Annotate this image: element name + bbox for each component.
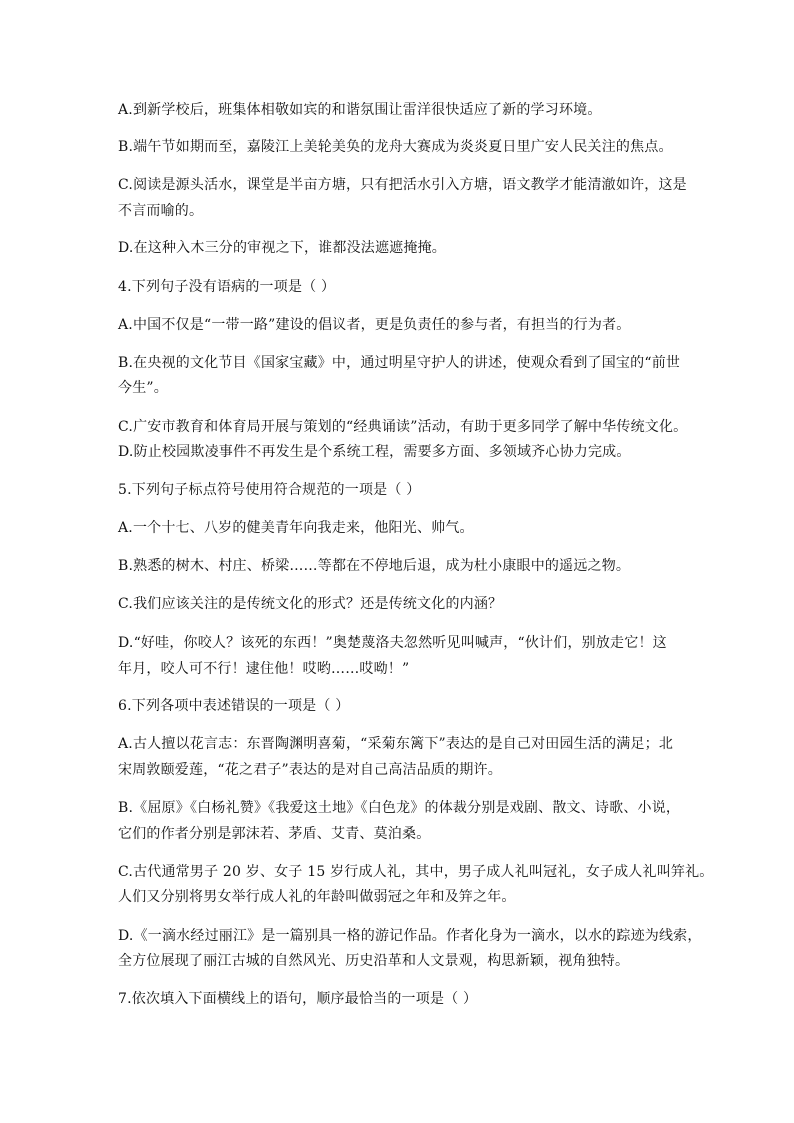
question-7: 7.依次填入下面横线上的语句，顺序最恰当的一项是（ ） <box>118 991 478 1007</box>
q6-option-a: A.古人擅以花言志：东晋陶渊明喜菊，“采菊东篱下”表达的是自己对田园生活的满足；北 <box>118 736 674 752</box>
question-5: 5.下列句子标点符号使用符合规范的一项是（ ） <box>118 482 421 498</box>
q6-option-c-continued: 人们又分别将男女举行成人礼的年龄叫做弱冠之年和及笄之年。 <box>118 889 516 905</box>
q6-option-c: C.古代通常男子 20 岁、女子 15 岁行成人礼，其中，男子成人礼叫冠礼，女子成人礼叫笄礼。 <box>118 864 714 880</box>
q5-option-a: A.一个十七、八岁的健美青年向我走来，他阳光、帅气。 <box>118 520 474 536</box>
q6-option-b-continued: 它们的作者分别是郭沫若、茅盾、艾青、莫泊桑。 <box>118 826 431 842</box>
q5-option-d-continued: 年月，咬人可不行！逮住他！哎哟……哎呦！” <box>118 661 410 677</box>
q4-option-a: A.中国不仅是“一带一路”建设的倡议者，更是负责任的参与者，有担当的行为者。 <box>118 317 631 333</box>
q5-option-d: D.“好哇，你咬人？该死的东西！”奥楚蔑洛夫忽然听见叫喊声，“伙计们，别放走它！这 <box>118 635 667 651</box>
q4-option-c: C.广安市教育和体育局开展与策划的“经典诵读”活动，有助于更多同学了解中华传统文化。 <box>118 419 688 435</box>
q6-option-b: B.《屈原》《白杨礼赞》《我爱这土地》《白色龙》的体裁分别是戏剧、散文、诗歌、小说， <box>118 800 681 816</box>
q4-option-b: B.在央视的文化节目《国家宝藏》中，通过明星守护人的讲述，使观众看到了国宝的“前世 <box>118 355 681 371</box>
q6-option-d-continued: 全方位展现了丽江古城的自然风光、历史沿革和人文景观，构思新颖，视角独特。 <box>118 953 630 969</box>
q6-option-a-continued: 宋周敦颐爱莲，“花之君子”表达的是对自己高洁品质的期许。 <box>118 762 502 778</box>
question-4: 4.下列句子没有语病的一项是（ ） <box>118 279 336 295</box>
q3-option-a: A.到新学校后，班集体相敬如宾的和谐氛围让雷洋很快适应了新的学习环境。 <box>118 102 602 118</box>
q4-option-b-continued: 今生”。 <box>118 380 168 396</box>
q5-option-b: B.熟悉的树木、村庄、桥梁……等都在不停地后退，成为杜小康眼中的遥远之物。 <box>118 558 631 574</box>
question-6: 6.下列各项中表述错误的一项是（ ） <box>118 698 350 714</box>
q3-option-c-continued: 不言而喻的。 <box>118 203 204 219</box>
q6-option-d: D.《一滴水经过丽江》是一篇别具一格的游记作品。作者化身为一滴水，以水的踪迹为线索， <box>118 928 702 944</box>
q5-option-c: C.我们应该关注的是传统文化的形式？还是传统文化的内涵？ <box>118 596 503 612</box>
q3-option-c: C.阅读是源头活水，课堂是半亩方塘，只有把活水引入方塘，语文教学才能清澈如许，这是 <box>118 177 687 193</box>
q3-option-b: B.端午节如期而至，嘉陵江上美轮美奂的龙舟大赛成为炎炎夏日里广安人民关注的焦点。 <box>118 139 673 155</box>
q4-option-d: D.防止校园欺凌事件不再发生是个系统工程，需要多方面、多领域齐心协力完成。 <box>118 444 631 460</box>
q3-option-d: D.在这种入木三分的审视之下，谁都没法遮遮掩掩。 <box>118 240 446 256</box>
